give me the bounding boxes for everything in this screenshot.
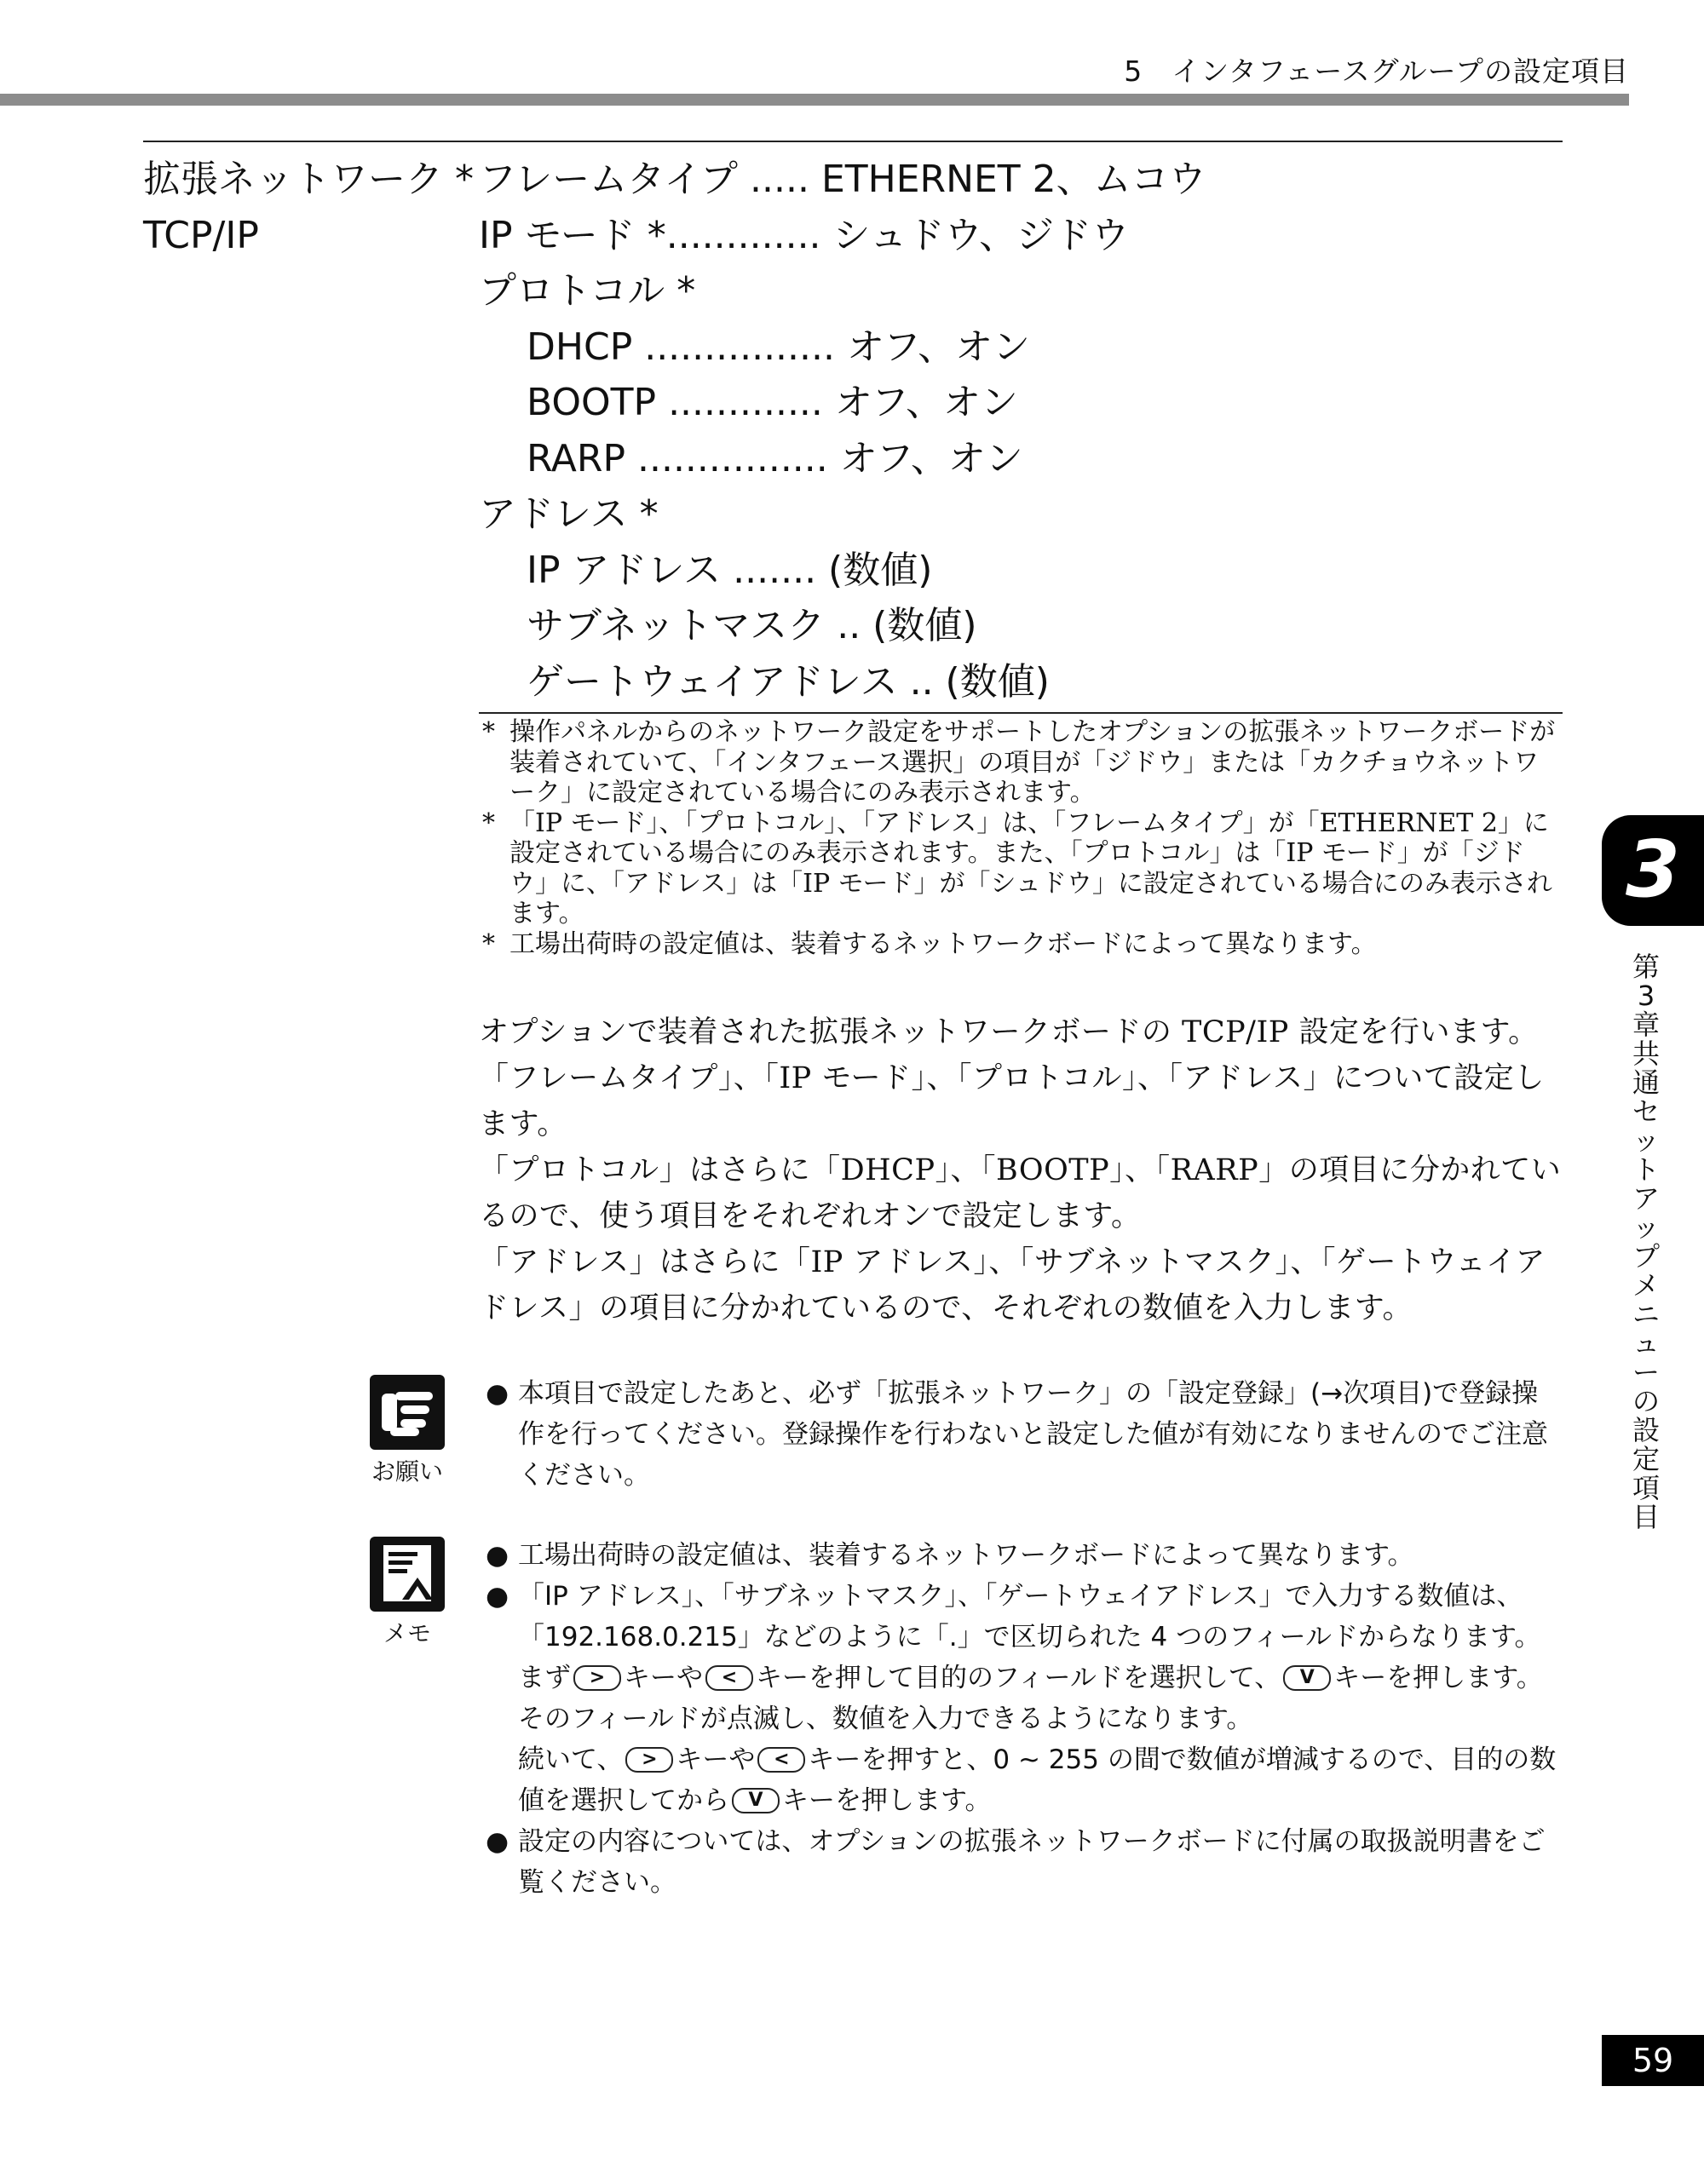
chapter-vertical-title: 第3章 共通セットアップメニューの設定項目 (1632, 951, 1660, 1533)
bullet-dot: ● (486, 1581, 509, 1612)
memo-bullet (484, 1535, 1563, 1576)
description-paragraph: 「フレームタイプ」、「IP モード」、「プロトコル」、「アドレス」について設定します。 (479, 1061, 1545, 1141)
down-key-icon: V (732, 1788, 780, 1813)
menu-item: サブネットマスク .. (数値) (527, 604, 977, 647)
bullet-text: 設定の内容については、オプションの拡張ネットワークボードに付属の取扱説明書をご覧ください。 (518, 1826, 1546, 1898)
bullet-text-part: キーを押すと、0 ~ 255 の間で数値が増減するので、目的の数値を選択してから (518, 1744, 1557, 1816)
menu-items (479, 152, 1206, 710)
menu-item: ゲートウェイアドレス .. (数値) (527, 659, 1050, 704)
footnote-marker: * (482, 928, 495, 959)
description-paragraph: 「プロトコル」はさらに「DHCP」、「BOOTP」、「RARP」の項目に分かれているので、使う項目をそれぞれオンで設定します。 (479, 1153, 1562, 1233)
bullet-text-part: キーを押します。そのフィールドが点滅し、数値を入力できるようになります。 (518, 1663, 1543, 1734)
page-number: 59 (1602, 2035, 1704, 2086)
footnote-text: 工場出荷時の設定値は、装着するネットワークボードによって異なります。 (509, 928, 1377, 959)
bullet-text-part: キーや (624, 1663, 703, 1693)
request-bullets (484, 1373, 1563, 1496)
menu-item: BOOTP ............. オフ、オン (527, 381, 1019, 424)
menu-item: RARP ................ オフ、オン (527, 436, 1023, 480)
header-bar (0, 94, 1629, 106)
footnote-text: 「IP モード」、「プロトコル」、「アドレス」は、「フレームタイプ」が「ETHERNET 2」に設定されている場合にのみ表示されます。また、「プロトコル」は「IP モード」が「ジドウ」に、「アドレス」は「IP モード」が「シュドウ」に設定されている場合にのみ表示されます。 (509, 808, 1552, 928)
left-key-icon: < (757, 1747, 805, 1773)
page-header-title: 5 インタフェースグループの設定項目 (1124, 55, 1629, 88)
down-key-icon: V (1283, 1665, 1331, 1691)
memo-bullets (484, 1535, 1563, 1903)
memo-callout-icon (366, 1537, 448, 1649)
hand-point-icon (370, 1375, 445, 1450)
menu-item: IP モード *............. シュドウ、ジドウ (479, 213, 1130, 257)
right-key-icon: > (625, 1747, 673, 1773)
footnote-text: 操作パネルからのネットワーク設定をサポートしたオプションの拡張ネットワークボードが装着されていて、「インタフェース選択」の項目が「ジドウ」または「カクチョウネットワーク」に設定されている場合にのみ表示されます。 (509, 717, 1556, 808)
request-callout-icon (366, 1375, 448, 1487)
bullet-text-part: 続いて、 (518, 1744, 624, 1775)
right-key-icon: > (573, 1665, 621, 1691)
request-label: お願い (371, 1457, 443, 1486)
bullet-text-part: キーを押して目的のフィールドを選択して、 (756, 1663, 1281, 1693)
menu-item: アドレス * (479, 492, 659, 536)
description-paragraph: 「アドレス」はさらに「IP アドレス」、「サブネットマスク」、「ゲートウェイアドレス」の項目に分かれているので、それぞれの数値を入力します。 (479, 1245, 1546, 1325)
menu-item: DHCP ................ オフ、オン (527, 325, 1031, 369)
footnote (479, 717, 1563, 808)
memo-label: メモ (383, 1619, 431, 1647)
bullet-text-part: キーや (676, 1744, 756, 1775)
bullet-text-part: 「IP アドレス」、「サブネットマスク」、「ゲートウェイアドレス」で入力する数値は、「192.168.0.215」などのように「.」で区切られた 4 つのフィールドからなります。まず (518, 1581, 1541, 1693)
request-bullet (484, 1373, 1563, 1496)
top-divider (143, 141, 1563, 142)
menu-item: IP アドレス ....... (数値) (527, 548, 933, 592)
footnote-marker: * (482, 717, 495, 747)
memo-bullet (484, 1821, 1563, 1903)
footnote (479, 929, 1563, 960)
memo-bullet (484, 1576, 1563, 1821)
chapter-number: 3 (1625, 824, 1680, 915)
footnote (479, 808, 1563, 929)
bullet-dot: ● (486, 1540, 509, 1571)
bullet-text-part: キーを押します。 (782, 1785, 992, 1816)
bullet-text (518, 1581, 1556, 1816)
menu-item: プロトコル * (479, 269, 696, 313)
footnote-marker: * (482, 808, 495, 838)
memo-icon (370, 1537, 445, 1612)
bullet-text: 工場出荷時の設定値は、装着するネットワークボードによって異なります。 (518, 1540, 1414, 1571)
description-paragraph: オプションで装着された拡張ネットワークボードの TCP/IP 設定を行います。 (479, 1015, 1539, 1049)
description (479, 1009, 1563, 1331)
section-subtitle: TCP/IP (143, 214, 259, 257)
menu-divider (479, 712, 1563, 714)
chapter-tab (1602, 815, 1704, 926)
section-title: 拡張ネットワーク * (143, 158, 474, 201)
left-key-icon: < (705, 1665, 753, 1691)
menu-item: フレームタイプ ..... ETHERNET 2、ムコウ (479, 158, 1206, 201)
bullet-text: 本項目で設定したあと、必ず「拡張ネットワーク」の「設定登録」(→次項目)で登録操作を行ってください。登録操作を行わないと設定した値が有効になりませんのでご注意ください。 (518, 1378, 1548, 1491)
footnotes (479, 717, 1563, 959)
bullet-dot: ● (486, 1826, 509, 1857)
bullet-dot: ● (486, 1378, 509, 1409)
